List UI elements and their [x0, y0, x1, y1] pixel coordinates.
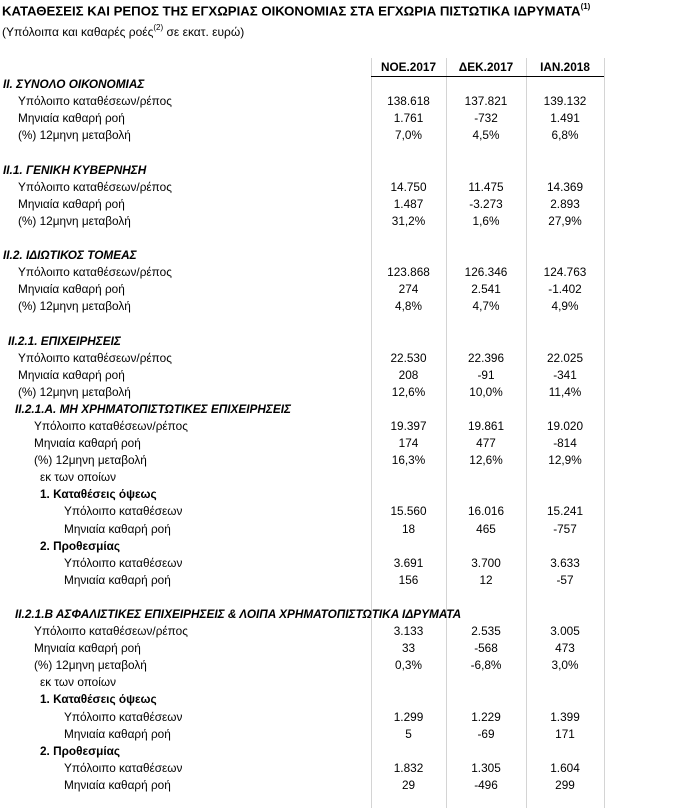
table-row [0, 110, 673, 127]
section-row [0, 162, 673, 179]
table-cell: 12,9% [548, 453, 582, 468]
table-cell: 137.821 [464, 94, 508, 109]
table-cell: 171 [555, 726, 575, 741]
row-label: Υπόλοιπο καταθέσεων [64, 504, 183, 519]
section-row [0, 333, 673, 350]
column-header-nov-2017: ΝΟΕ.2017 [380, 60, 437, 74]
table-row [0, 93, 673, 110]
title-text: ΚΑΤΑΘΕΣΕΙΣ ΚΑΙ ΡΕΠΟΣ ΤΗΣ ΕΓΧΩΡΙΑΣ ΟΙΚΟΝΟΜΙΑΣ ΣΤΑ ΕΓΧΩΡΙΑ ΠΙΣΤΩΤΙΚΑ ΙΔΡΥΜΑΤΑ [2, 3, 581, 19]
table-cell: 12,6% [391, 384, 426, 399]
table-cell: 3.633 [550, 555, 580, 570]
row-label: εκ των οποίων [40, 675, 116, 690]
row-label: Υπόλοιπο καταθέσεων/ρέπος [18, 350, 172, 365]
title-footnote: (1) [580, 2, 591, 11]
table-cell: 2.535 [471, 624, 501, 639]
table-cell: 7,0% [395, 128, 422, 143]
subsection-row [0, 486, 673, 503]
table-cell: -1.402 [548, 282, 582, 297]
table-cell: -69 [477, 726, 495, 741]
table-cell: 2.541 [471, 282, 501, 297]
section-label: II.2.1. ΕΠΙΧΕΙΡΗΣΕΙΣ [8, 333, 121, 348]
row-label: (%) 12μηνη μεταβολή [18, 128, 131, 143]
table-row [0, 179, 673, 196]
table-cell: 1.399 [550, 709, 580, 724]
table-cell: -341 [553, 367, 577, 382]
section-row [0, 247, 673, 264]
table-row [0, 435, 673, 452]
table-cell: 5 [405, 726, 412, 741]
table-cell: 11,4% [548, 384, 582, 399]
note-row [0, 674, 673, 691]
header-row [0, 59, 673, 76]
table-row [0, 503, 673, 520]
table-cell: 299 [555, 777, 575, 792]
subsection-row [0, 691, 673, 708]
subsection-label: 2. Προθεσμίας [40, 538, 121, 553]
row-label: Μηνιαία καθαρή ροή [34, 436, 141, 451]
row-label: Μηνιαία καθαρή ροή [18, 111, 125, 126]
table-cell: 10,0% [469, 384, 503, 399]
section-label: II.1. ΓΕΝΙΚΗ ΚΥΒΕΡΝΗΣΗ [3, 162, 147, 177]
table-cell: 139.132 [543, 94, 587, 109]
table-cell: 22.396 [467, 350, 505, 365]
table-cell: 477 [476, 436, 496, 451]
subsection-label: 2. Προθεσμίας [40, 743, 121, 758]
table-cell: 3.700 [471, 555, 501, 570]
table-cell: 126.346 [464, 265, 508, 280]
blank-row [0, 144, 673, 161]
table-cell: 274 [398, 282, 419, 297]
table-cell: 27,9% [548, 213, 582, 228]
table-cell: 11.475 [468, 179, 504, 194]
table-cell: -757 [553, 521, 577, 536]
table-row [0, 777, 673, 794]
table-cell: 15.560 [390, 504, 427, 519]
table-cell: 22.025 [546, 350, 584, 365]
table-cell: 31,2% [391, 213, 426, 228]
table-cell: -732 [474, 111, 498, 126]
table-cell: 29 [401, 777, 416, 792]
table-cell: 3.133 [393, 624, 424, 639]
row-label: Υπόλοιπο καταθέσεων/ρέπος [18, 94, 172, 109]
table-cell: 2.893 [550, 196, 580, 211]
section-row [0, 401, 673, 418]
table-cell: -568 [474, 641, 498, 656]
note-row [0, 469, 673, 486]
table-row [0, 384, 673, 401]
subsection-row [0, 743, 673, 760]
table-row [0, 623, 673, 640]
table-cell: 22.530 [390, 350, 427, 365]
table-row [0, 367, 673, 384]
row-label: (%) 12μηνη μεταβολή [18, 213, 131, 228]
table-cell: -3.273 [469, 196, 503, 211]
table-cell: 14.750 [390, 179, 427, 194]
row-label: Μηνιαία καθαρή ροή [64, 777, 171, 792]
row-label: Μηνιαία καθαρή ροή [18, 367, 125, 382]
table-cell: 33 [401, 641, 416, 656]
table-cell: 16.016 [467, 504, 505, 519]
table-cell: 3.005 [550, 624, 580, 639]
table-row [0, 555, 673, 572]
table-cell: -57 [556, 572, 574, 587]
row-label: Μηνιαία καθαρή ροή [64, 521, 171, 536]
subtitle-before: (Υπόλοιπα και καθαρές ροές [2, 25, 154, 39]
table-row [0, 726, 673, 743]
row-label: Υπόλοιπο καταθέσεων/ρέπος [34, 418, 188, 433]
table-cell: 473 [555, 641, 575, 656]
row-label: Υπόλοιπο καταθέσεων [64, 760, 183, 775]
table-row [0, 281, 673, 298]
column-header-dec-2017: ΔΕΚ.2017 [458, 60, 514, 74]
column-header-jan-2018: ΙΑΝ.2018 [540, 60, 590, 74]
section-label: II. ΣΥΝΟΛΟ ΟΙΚΟΝΟΜΙΑΣ [3, 77, 145, 92]
subsection-label: 1. Καταθέσεις όψεως [40, 487, 157, 502]
table-cell: -91 [477, 367, 495, 382]
table-cell: 1,6% [472, 213, 500, 228]
table-cell: 138.618 [387, 94, 430, 109]
row-label: (%) 12μηνη μεταβολή [18, 299, 131, 314]
table-cell: -6,8% [470, 658, 502, 673]
table-cell: 4,8% [395, 299, 422, 314]
blank-row [0, 589, 673, 606]
data-table [0, 59, 673, 794]
table-cell: 19.397 [390, 418, 427, 433]
table-row [0, 640, 673, 657]
table-row [0, 213, 673, 230]
row-label: Μηνιαία καθαρή ροή [18, 196, 125, 211]
subtitle-footnote: (2) [153, 23, 164, 32]
table-cell: 208 [398, 367, 419, 382]
table-cell: 1.305 [471, 760, 501, 775]
section-label: II.2. ΙΔΙΩΤΙΚΟΣ ΤΟΜΕΑΣ [3, 248, 137, 263]
table-cell: 16,3% [391, 453, 426, 468]
table-cell: 124.763 [543, 265, 587, 280]
table-cell: 15.241 [546, 504, 584, 519]
section-label: II.2.1.Β ΑΣΦΑΛΙΣΤΙΚΕΣ ΕΠΙΧΕΙΡΗΣΕΙΣ & ΛΟΙΠΑ ΧΡΗΜΑΤΟΠΙΣΤΩΤΙΚΑ ΙΔΡΥΜΑΤΑ [15, 607, 462, 621]
table-cell: 156 [398, 572, 419, 587]
table-cell: 1.491 [550, 111, 580, 126]
table-row [0, 264, 673, 281]
table-row [0, 452, 673, 469]
table-row [0, 572, 673, 589]
page-title [2, 3, 673, 18]
row-label: (%) 12μηνη μεταβολή [18, 384, 131, 399]
blank-row [0, 230, 673, 247]
row-label: Υπόλοιπο καταθέσεων [64, 555, 183, 570]
header-underline [371, 76, 604, 77]
row-label: (%) 12μηνη μεταβολή [34, 453, 147, 468]
table-row [0, 760, 673, 777]
table-cell: 1.299 [393, 709, 424, 724]
table-cell: 14.369 [546, 179, 584, 194]
table-cell: 1.229 [471, 709, 501, 724]
table-cell: 18 [401, 521, 416, 536]
subsection-row [0, 538, 673, 555]
table-cell: -496 [474, 777, 498, 792]
row-label: Υπόλοιπο καταθέσεων/ρέπος [18, 179, 172, 194]
table-cell: 12 [479, 572, 493, 587]
table-row [0, 298, 673, 315]
table-cell: 19.020 [546, 418, 584, 433]
table-row [0, 127, 673, 144]
subsection-label: 1. Καταθέσεις όψεως [40, 692, 157, 707]
table-row [0, 657, 673, 674]
table-cell: 174 [398, 436, 419, 451]
table-cell: 19.861 [467, 418, 505, 433]
row-label: Μηνιαία καθαρή ροή [64, 572, 171, 587]
row-label: Μηνιαία καθαρή ροή [34, 641, 141, 656]
table-cell: 123.868 [387, 265, 430, 280]
row-label: Μηνιαία καθαρή ροή [18, 282, 125, 297]
table-row [0, 709, 673, 726]
table-cell: 12,6% [469, 453, 503, 468]
row-label: εκ των οποίων [40, 470, 116, 485]
table-row [0, 196, 673, 213]
table-cell: 4,9% [551, 299, 579, 314]
table-cell: 0,3% [395, 658, 422, 673]
table-cell: 1.487 [393, 196, 424, 211]
row-label: Μηνιαία καθαρή ροή [64, 726, 171, 741]
table-cell: 4,7% [472, 299, 500, 314]
subtitle-after: σε εκατ. ευρώ) [163, 25, 245, 39]
table-cell: 4,5% [472, 128, 500, 143]
table-cell: 3.691 [393, 555, 424, 570]
table-cell: 1.832 [393, 760, 424, 775]
section-row [0, 606, 673, 623]
table-cell: 1.761 [393, 111, 424, 126]
table-cell: 3,0% [551, 658, 579, 673]
table-cell: -814 [553, 436, 577, 451]
table-cell: 6,8% [551, 128, 579, 143]
table-row [0, 418, 673, 435]
row-label: Υπόλοιπο καταθέσεων/ρέπος [18, 265, 172, 280]
table-row [0, 521, 673, 538]
subtitle [2, 24, 244, 39]
row-label: Υπόλοιπο καταθέσεων [64, 709, 183, 724]
row-label: Υπόλοιπο καταθέσεων/ρέπος [34, 624, 188, 639]
blank-row [0, 315, 673, 332]
section-label: II.2.1.Α. ΜΗ ΧΡΗΜΑΤΟΠΙΣΤΩΤΙΚΕΣ ΕΠΙΧΕΙΡΗΣΕΙΣ [15, 401, 292, 416]
section-row [0, 76, 673, 93]
table-cell: 465 [476, 521, 496, 536]
row-label: (%) 12μηνη μεταβολή [34, 658, 147, 673]
table-cell: 1.604 [550, 760, 580, 775]
table-row [0, 350, 673, 367]
